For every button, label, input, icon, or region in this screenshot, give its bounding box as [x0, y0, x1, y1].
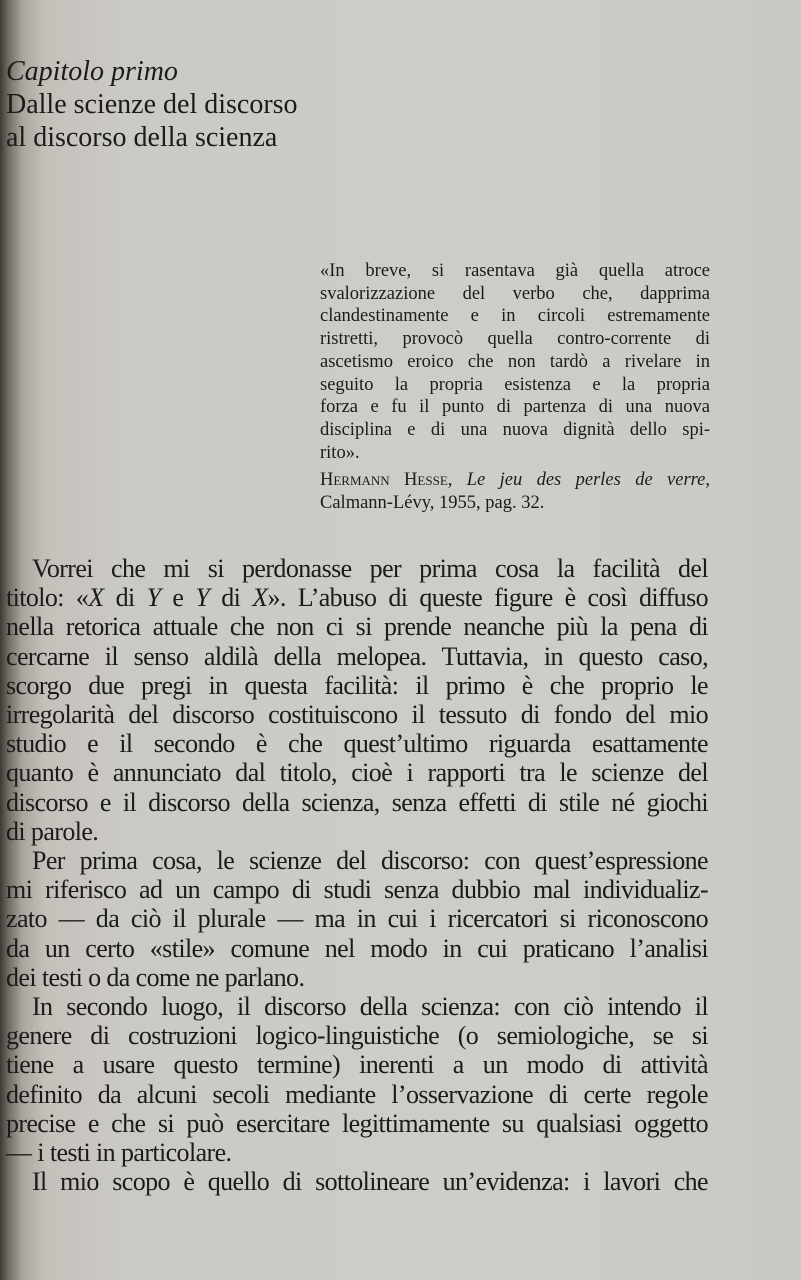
epigraph-line: disciplina e di una nuova dignità dello spi- [320, 419, 710, 440]
body-line: nella retorica attuale che non ci si prende neanche più la pena di [6, 612, 708, 642]
text-segment: di [209, 583, 253, 613]
body-line: da un certo «stile» comune nel modo in cui praticano l’analisi [6, 933, 708, 963]
epigraph-line: ristretti, provocò quella contro-corrente di [320, 329, 710, 350]
epigraph-line: forza e fu il punto di partenza di una nuova [320, 397, 710, 418]
body-text [6, 554, 708, 1196]
body-line: discorso e il discorso della scienza, senza effetti di stile né giochi [6, 787, 708, 817]
body-line: Il mio scopo è quello di sottolineare un’evidenza: i lavori che [32, 1167, 708, 1197]
body-line: dei testi o da come ne parlano. [6, 962, 305, 992]
epigraph-line: svalorizzazione del verbo che, dapprima [320, 283, 710, 304]
body-line: In secondo luogo, il discorso della scienza: con ciò intendo il [32, 992, 708, 1022]
text-segment: X [88, 583, 104, 613]
body-line: irregolarità del discorso costituiscono il tessuto di fondo del mio [6, 700, 708, 730]
text-segment: di [103, 583, 147, 613]
body-line [6, 583, 708, 612]
text-segment: Y [146, 583, 161, 613]
body-line: precise e che si può esercitare legittimamente su qualsiasi oggetto [6, 1108, 708, 1138]
body-line: genere di costruzioni logico-linguistiche (o semiologiche, se si [6, 1021, 708, 1051]
body-line: di parole. [6, 816, 99, 846]
body-line: mi riferisco ad un campo di studi senza dubbio mal individualiz- [6, 875, 708, 905]
body-line: cercarne il senso aldilà della melopea. Tuttavia, in questo caso, [6, 641, 708, 671]
body-line: zato — da ciò il plurale — ma in cui i ricercatori si riconoscono [6, 904, 708, 934]
body-line: definito da alcuni secoli mediante l’osservazione di certe regole [6, 1079, 708, 1109]
body-line: scorgo due pregi in questa facilità: il primo è che proprio le [6, 670, 708, 700]
body-line: quanto è annunciato dal titolo, cioè i rapporti tra le scienze del [6, 758, 708, 788]
citation-work: Le jeu des perles de verre [466, 470, 706, 491]
epigraph-line: clandestinamente e in circoli estremamente [320, 306, 710, 327]
epigraph-line: «In breve, si rasentava già quella atroce [320, 261, 710, 281]
citation-publisher: Calmann-Lévy, 1955, pag. 32. [320, 493, 545, 514]
body-line: Per prima cosa, le scienze del discorso: con quest’espressione [32, 846, 708, 876]
body-line: — i testi in particolare. [6, 1138, 232, 1168]
text-segment: e [160, 583, 196, 613]
citation-author: Hermann Hesse [320, 470, 448, 491]
chapter-label: Capitolo primo [6, 56, 178, 87]
text-segment: X [252, 583, 268, 613]
body-line: tiene a usare questo termine) inerenti a un modo di attività [6, 1050, 708, 1080]
epigraph-citation: Hermann Hesse, Le jeu des perles de verre, [320, 470, 711, 491]
text-segment: ». L’abuso di queste figure è così diffuso [267, 583, 709, 613]
text-segment: titolo: « [6, 583, 89, 613]
chapter-title-line: Dalle scienze del discorso [6, 89, 298, 120]
epigraph-line: seguito la propria esistenza e la propria [320, 374, 710, 395]
body-line: studio e il secondo è che quest’ultimo riguarda esattamente [6, 729, 708, 759]
body-line: Vorrei che mi si perdonasse per prima cosa la facilità del [32, 554, 708, 583]
epigraph [320, 260, 710, 515]
text-segment: Y [195, 583, 210, 613]
epigraph-line: rito». [320, 442, 360, 463]
epigraph-line: ascetismo eroico che non tardò a rivelare in [320, 351, 710, 372]
chapter-title-line: al discorso della scienza [6, 122, 278, 153]
